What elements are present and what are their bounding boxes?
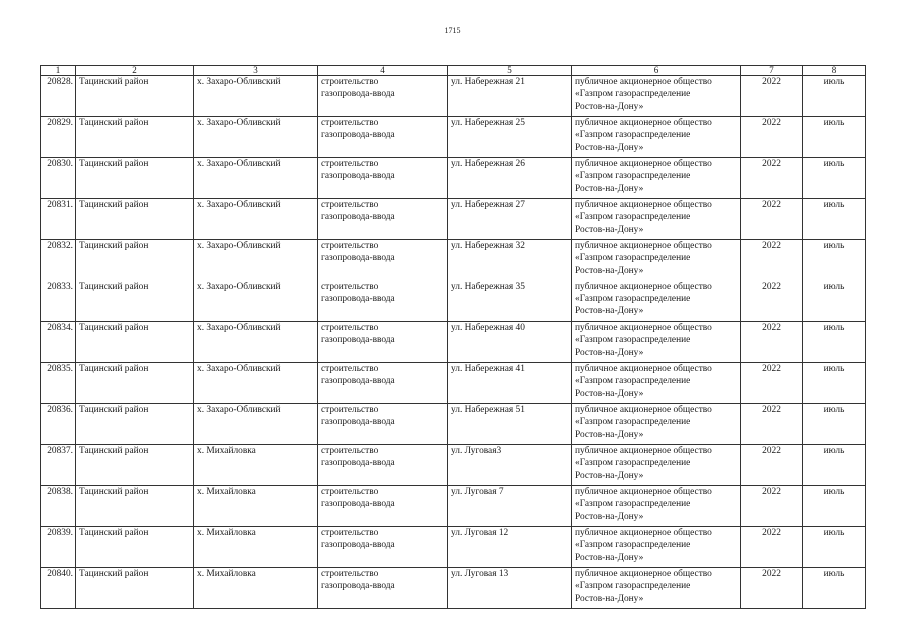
organization-cell xyxy=(572,445,741,486)
organization-line-2: «Газпром газораспределение xyxy=(575,499,691,510)
work-type-cell xyxy=(318,117,448,158)
work-type-cell xyxy=(318,363,448,404)
row-number: 20830. xyxy=(41,158,76,199)
organization-cell xyxy=(572,281,741,322)
table-row xyxy=(41,322,866,363)
row-number: 20833. xyxy=(41,281,76,322)
work-type-cell xyxy=(318,240,448,281)
organization-line-3: Ростов-на-Дону» xyxy=(575,552,644,563)
month-cell: июль xyxy=(803,404,866,445)
organization-cell xyxy=(572,240,741,281)
month-cell: июль xyxy=(803,158,866,199)
year-cell: 2022 xyxy=(741,363,803,404)
header-col-4: 4 xyxy=(318,66,448,76)
district-cell: Тацинский район xyxy=(76,568,194,609)
organization-line-1: публичное акционерное общество xyxy=(575,364,712,374)
organization-line-3: Ростов-на-Дону» xyxy=(575,429,644,440)
row-number: 20828. xyxy=(41,76,76,117)
address-cell: ул. Набережная 25 xyxy=(448,117,572,158)
organization-line-3: Ростов-на-Дону» xyxy=(575,593,644,604)
header-col-5: 5 xyxy=(448,66,572,76)
settlement-cell: х. Захаро-Обливский xyxy=(194,199,318,240)
header-row xyxy=(41,66,866,76)
work-type-cell xyxy=(318,445,448,486)
work-type-cell xyxy=(318,568,448,609)
settlement-cell: х. Захаро-Обливский xyxy=(194,363,318,404)
page-number: 1715 xyxy=(444,26,461,35)
work-type-cell xyxy=(318,486,448,527)
month-cell: июль xyxy=(803,76,866,117)
organization-line-3: Ростов-на-Дону» xyxy=(575,470,644,481)
organization-line-3: Ростов-на-Дону» xyxy=(575,224,644,235)
settlement-cell: х. Михайловка xyxy=(194,568,318,609)
year-cell: 2022 xyxy=(741,117,803,158)
organization-line-2: «Газпром газораспределение xyxy=(575,171,691,182)
month-cell: июль xyxy=(803,281,866,322)
work-type-cell xyxy=(318,404,448,445)
organization-cell xyxy=(572,199,741,240)
work-type-line-1: строительство xyxy=(321,528,379,538)
work-type-cell xyxy=(318,76,448,117)
row-number: 20839. xyxy=(41,527,76,568)
organization-line-3: Ростов-на-Дону» xyxy=(575,142,644,153)
organization-line-2: «Газпром газораспределение xyxy=(575,89,691,100)
district-cell: Тацинский район xyxy=(76,199,194,240)
organization-line-2: «Газпром газораспределение xyxy=(575,335,691,346)
work-type-cell xyxy=(318,527,448,568)
work-type-line-2: газопровода-ввода xyxy=(321,376,395,387)
organization-line-3: Ростов-на-Дону» xyxy=(575,347,644,358)
work-type-line-1: строительство xyxy=(321,281,379,292)
district-cell: Тацинский район xyxy=(76,404,194,445)
work-type-line-1: строительство xyxy=(321,487,379,497)
address-cell: ул. Набережная 51 xyxy=(448,404,572,445)
work-type-line-1: строительство xyxy=(321,323,379,333)
settlement-cell: х. Михайловка xyxy=(194,445,318,486)
organization-line-1: публичное акционерное общество xyxy=(575,569,712,579)
table-row xyxy=(41,117,866,158)
work-type-line-2: газопровода-ввода xyxy=(321,581,395,592)
work-type-line-1: строительство xyxy=(321,118,379,128)
district-cell: Тацинский район xyxy=(76,445,194,486)
organization-line-2: «Газпром газораспределение xyxy=(575,540,691,551)
work-type-cell xyxy=(318,199,448,240)
organization-line-1: публичное акционерное общество xyxy=(575,528,712,538)
address-cell: ул. Луговая 13 xyxy=(448,568,572,609)
row-number: 20829. xyxy=(41,117,76,158)
row-number: 20838. xyxy=(41,486,76,527)
month-cell: июль xyxy=(803,322,866,363)
work-type-line-1: строительство xyxy=(321,159,379,169)
row-number: 20832. xyxy=(41,240,76,281)
organization-line-1: публичное акционерное общество xyxy=(575,200,712,210)
work-type-line-1: строительство xyxy=(321,364,379,374)
year-cell: 2022 xyxy=(741,404,803,445)
work-type-line-2: газопровода-ввода xyxy=(321,171,395,182)
month-cell: июль xyxy=(803,117,866,158)
row-number: 20840. xyxy=(41,568,76,609)
address-cell: ул. Набережная 26 xyxy=(448,158,572,199)
work-type-line-2: газопровода-ввода xyxy=(321,335,395,346)
row-number: 20831. xyxy=(41,199,76,240)
organization-line-1: публичное акционерное общество xyxy=(575,405,712,415)
settlement-cell: х. Захаро-Обливский xyxy=(194,322,318,363)
year-cell: 2022 xyxy=(741,486,803,527)
table-row xyxy=(41,486,866,527)
organization-cell xyxy=(572,158,741,199)
work-type-line-2: газопровода-ввода xyxy=(321,130,395,141)
settlement-cell: х. Захаро-Обливский xyxy=(194,240,318,281)
table-row xyxy=(41,568,866,609)
organization-cell xyxy=(572,117,741,158)
header-col-3: 3 xyxy=(194,66,318,76)
work-type-line-2: газопровода-ввода xyxy=(321,499,395,510)
header-col-7: 7 xyxy=(741,66,803,76)
address-cell: ул. Луговая 12 xyxy=(448,527,572,568)
organization-line-2: «Газпром газораспределение xyxy=(575,293,691,304)
district-cell: Тацинский район xyxy=(76,486,194,527)
organization-cell xyxy=(572,527,741,568)
district-cell: Тацинский район xyxy=(76,158,194,199)
organization-line-3: Ростов-на-Дону» xyxy=(575,511,644,522)
year-cell: 2022 xyxy=(741,322,803,363)
district-cell: Тацинский район xyxy=(76,527,194,568)
district-cell: Тацинский район xyxy=(76,322,194,363)
work-type-line-2: газопровода-ввода xyxy=(321,417,395,428)
month-cell: июль xyxy=(803,363,866,404)
work-type-line-1: строительство xyxy=(321,241,379,251)
organization-line-2: «Газпром газораспределение xyxy=(575,417,691,428)
year-cell: 2022 xyxy=(741,527,803,568)
month-cell: июль xyxy=(803,527,866,568)
month-cell: июль xyxy=(803,568,866,609)
organization-line-3: Ростов-на-Дону» xyxy=(575,306,644,317)
month-cell: июль xyxy=(803,486,866,527)
year-cell: 2022 xyxy=(741,281,803,322)
address-cell: ул. Набережная 41 xyxy=(448,363,572,404)
settlement-cell: х. Захаро-Обливский xyxy=(194,117,318,158)
table-row xyxy=(41,363,866,404)
work-type-line-1: строительство xyxy=(321,77,379,87)
table-row xyxy=(41,527,866,568)
work-type-line-1: строительство xyxy=(321,569,379,579)
header-col-2: 2 xyxy=(76,66,194,76)
organization-line-2: «Газпром газораспределение xyxy=(575,581,691,592)
month-cell: июль xyxy=(803,445,866,486)
table-row xyxy=(41,404,866,445)
settlement-cell: х. Захаро-Обливский xyxy=(194,281,318,322)
work-type-line-1: строительство xyxy=(321,405,379,415)
district-cell: Тацинский район xyxy=(76,363,194,404)
address-cell: ул. Луговая 7 xyxy=(448,486,572,527)
year-cell: 2022 xyxy=(741,445,803,486)
settlement-cell: х. Захаро-Обливский xyxy=(194,404,318,445)
header-col-6: 6 xyxy=(572,66,741,76)
address-cell: ул. Набережная 35 xyxy=(448,281,572,322)
organization-line-3: Ростов-на-Дону» xyxy=(575,183,644,194)
work-type-line-2: газопровода-ввода xyxy=(321,212,395,223)
settlement-cell: х. Михайловка xyxy=(194,527,318,568)
work-type-line-2: газопровода-ввода xyxy=(321,293,395,304)
month-cell: июль xyxy=(803,199,866,240)
organization-line-1: публичное акционерное общество xyxy=(575,77,712,87)
address-cell: ул. Набережная 21 xyxy=(448,76,572,117)
organization-line-1: публичное акционерное общество xyxy=(575,159,712,169)
address-cell: ул. Набережная 32 xyxy=(448,240,572,281)
work-type-line-2: газопровода-ввода xyxy=(321,458,395,469)
document-sheet xyxy=(40,65,865,609)
organization-line-1: публичное акционерное общество xyxy=(575,118,712,128)
table-row xyxy=(41,158,866,199)
settlement-cell: х. Захаро-Обливский xyxy=(194,158,318,199)
organization-line-3: Ростов-на-Дону» xyxy=(575,388,644,399)
year-cell: 2022 xyxy=(741,76,803,117)
work-type-line-2: газопровода-ввода xyxy=(321,89,395,100)
year-cell: 2022 xyxy=(741,568,803,609)
district-cell: Тацинский район xyxy=(76,240,194,281)
work-type-cell xyxy=(318,281,448,322)
district-cell: Тацинский район xyxy=(76,76,194,117)
work-type-line-1: строительство xyxy=(321,446,379,456)
row-number: 20835. xyxy=(41,363,76,404)
work-type-line-1: строительство xyxy=(321,200,379,210)
year-cell: 2022 xyxy=(741,199,803,240)
work-type-line-2: газопровода-ввода xyxy=(321,253,395,264)
organization-line-2: «Газпром газораспределение xyxy=(575,376,691,387)
header-col-8: 8 xyxy=(803,66,866,76)
organization-cell xyxy=(572,404,741,445)
year-cell: 2022 xyxy=(741,158,803,199)
table-row xyxy=(41,281,866,322)
organization-line-2: «Газпром газораспределение xyxy=(575,212,691,223)
organization-cell xyxy=(572,76,741,117)
row-number: 20837. xyxy=(41,445,76,486)
organization-line-1: публичное акционерное общество xyxy=(575,241,712,251)
district-cell: Тацинский район xyxy=(76,281,194,322)
organization-cell xyxy=(572,486,741,527)
settlement-cell: х. Михайловка xyxy=(194,486,318,527)
table-row xyxy=(41,199,866,240)
table-row xyxy=(41,445,866,486)
organization-line-1: публичное акционерное общество xyxy=(575,487,712,497)
organization-line-1: публичное акционерное общество xyxy=(575,323,712,333)
organization-line-2: «Газпром газораспределение xyxy=(575,130,691,141)
header-col-1: 1 xyxy=(41,66,76,76)
organization-line-1: публичное акционерное общество xyxy=(575,446,712,456)
organization-cell xyxy=(572,322,741,363)
work-type-cell xyxy=(318,322,448,363)
district-cell: Тацинский район xyxy=(76,117,194,158)
organization-line-2: «Газпром газораспределение xyxy=(575,253,691,264)
organization-line-2: «Газпром газораспределение xyxy=(575,458,691,469)
work-type-cell xyxy=(318,158,448,199)
row-number: 20834. xyxy=(41,322,76,363)
address-cell: ул. Набережная 27 xyxy=(448,199,572,240)
organization-line-3: Ростов-на-Дону» xyxy=(575,265,644,276)
settlement-cell: х. Захаро-Обливский xyxy=(194,76,318,117)
month-cell: июль xyxy=(803,240,866,281)
address-cell: ул. Набережная 40 xyxy=(448,322,572,363)
row-number: 20836. xyxy=(41,404,76,445)
organization-line-1: публичное акционерное общество xyxy=(575,281,712,292)
address-cell: ул. Луговая3 xyxy=(448,445,572,486)
organization-line-3: Ростов-на-Дону» xyxy=(575,101,644,112)
organization-cell xyxy=(572,568,741,609)
table-row xyxy=(41,76,866,117)
table-row xyxy=(41,240,866,281)
year-cell: 2022 xyxy=(741,240,803,281)
work-type-line-2: газопровода-ввода xyxy=(321,540,395,551)
organization-cell xyxy=(572,363,741,404)
gasification-table xyxy=(40,65,866,609)
